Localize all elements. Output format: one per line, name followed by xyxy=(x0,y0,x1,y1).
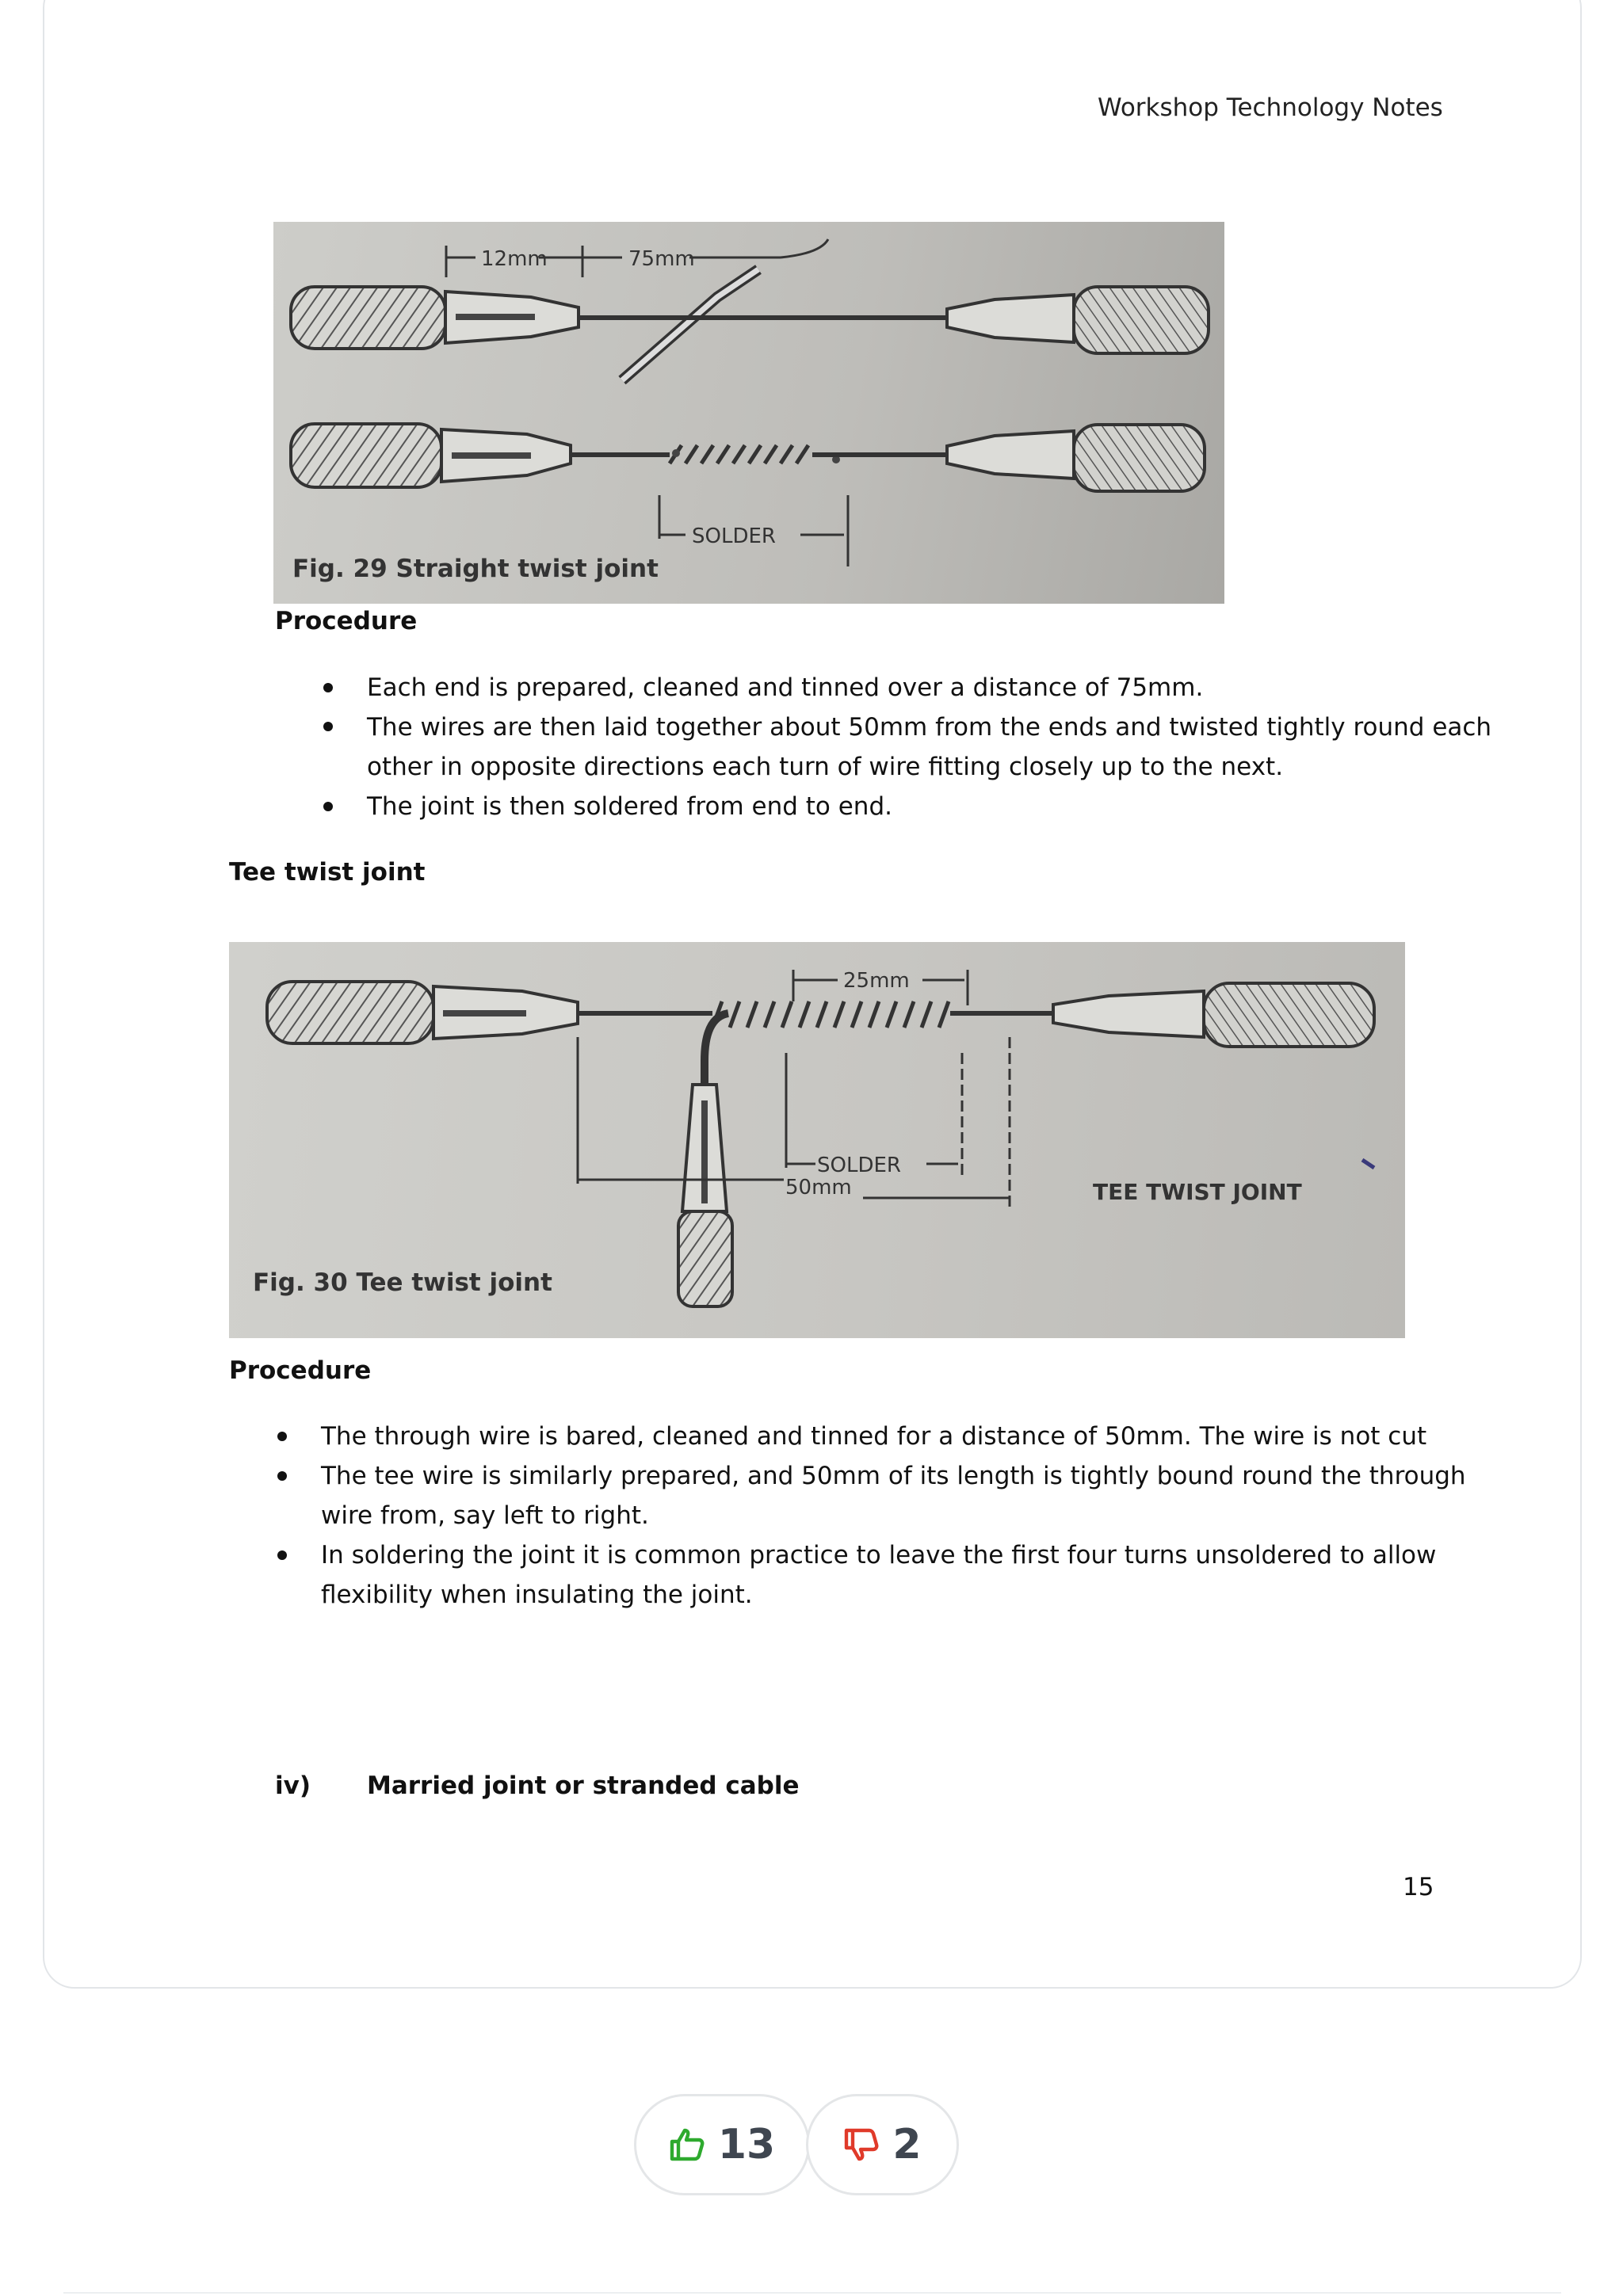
subsection-title: Married joint or stranded cable xyxy=(367,1772,800,1800)
upvote-count: 13 xyxy=(717,2121,776,2168)
procedure-heading-2: Procedure xyxy=(229,1356,372,1385)
solder-label: SOLDER xyxy=(692,524,776,548)
dim-label-12mm: 12mm xyxy=(481,247,548,271)
cable-insulation-left-top xyxy=(291,287,445,349)
page-number: 15 xyxy=(1403,1873,1434,1901)
bullet-text: The joint is then soldered from end to end. xyxy=(367,792,892,821)
dim-label-75mm: 75mm xyxy=(628,247,695,271)
bullet-text-continued: flexibility when insulating the joint. xyxy=(321,1581,753,1609)
straight-twist-illustration xyxy=(273,222,1224,604)
solder-label-2: SOLDER xyxy=(817,1154,901,1177)
bullet-text: In soldering the joint it is common practice to leave the first four turns unsoldered to allow xyxy=(321,1541,1437,1569)
bullet-text-continued: other in opposite directions each turn of wire fitting closely up to the next. xyxy=(367,753,1284,781)
tee-twist-illustration xyxy=(229,942,1405,1338)
bullet-marker xyxy=(323,683,333,692)
bullet-text: Each end is prepared, cleaned and tinned over a distance of 75mm. xyxy=(367,673,1204,702)
bullet-text: The wires are then laid together about 50mm from the ends and twisted tightly round each xyxy=(367,713,1492,742)
dim-label-25mm: 25mm xyxy=(843,969,910,993)
divider xyxy=(63,2292,1561,2294)
bullet-text: The tee wire is similarly prepared, and 50mm of its length is tightly bound round the through xyxy=(321,1462,1466,1490)
dim-label-50mm: 50mm xyxy=(785,1176,852,1199)
figure-caption: Fig. 29 Straight twist joint xyxy=(292,555,659,583)
bullet-marker xyxy=(277,1471,287,1481)
figure-caption-2: Fig. 30 Tee twist joint xyxy=(253,1268,552,1297)
tee-twist-joint-heading: Tee twist joint xyxy=(229,858,426,887)
downvote-button[interactable] xyxy=(806,2094,959,2195)
thumbs-up-icon xyxy=(669,2126,707,2164)
page-header: Workshop Technology Notes xyxy=(1098,93,1443,122)
bullet-marker xyxy=(323,722,333,731)
thumbs-down-icon xyxy=(843,2126,881,2164)
bullet-text-continued: wire from, say left to right. xyxy=(321,1501,649,1530)
bullet-marker xyxy=(323,802,333,811)
bullet-text: The through wire is bared, cleaned and tinned for a distance of 50mm. The wire is not cut xyxy=(321,1422,1427,1451)
bullet-marker xyxy=(277,1432,287,1441)
subsection-number: iv) xyxy=(275,1772,311,1800)
figure-tee-twist-joint xyxy=(229,942,1405,1338)
bullet-marker xyxy=(277,1550,287,1560)
procedure-heading-1: Procedure xyxy=(275,607,418,635)
downvote-count: 2 xyxy=(892,2121,922,2168)
figure-straight-twist-joint xyxy=(273,222,1224,604)
tee-twist-label: TEE TWIST JOINT xyxy=(1093,1179,1302,1205)
upvote-button[interactable] xyxy=(634,2094,810,2195)
